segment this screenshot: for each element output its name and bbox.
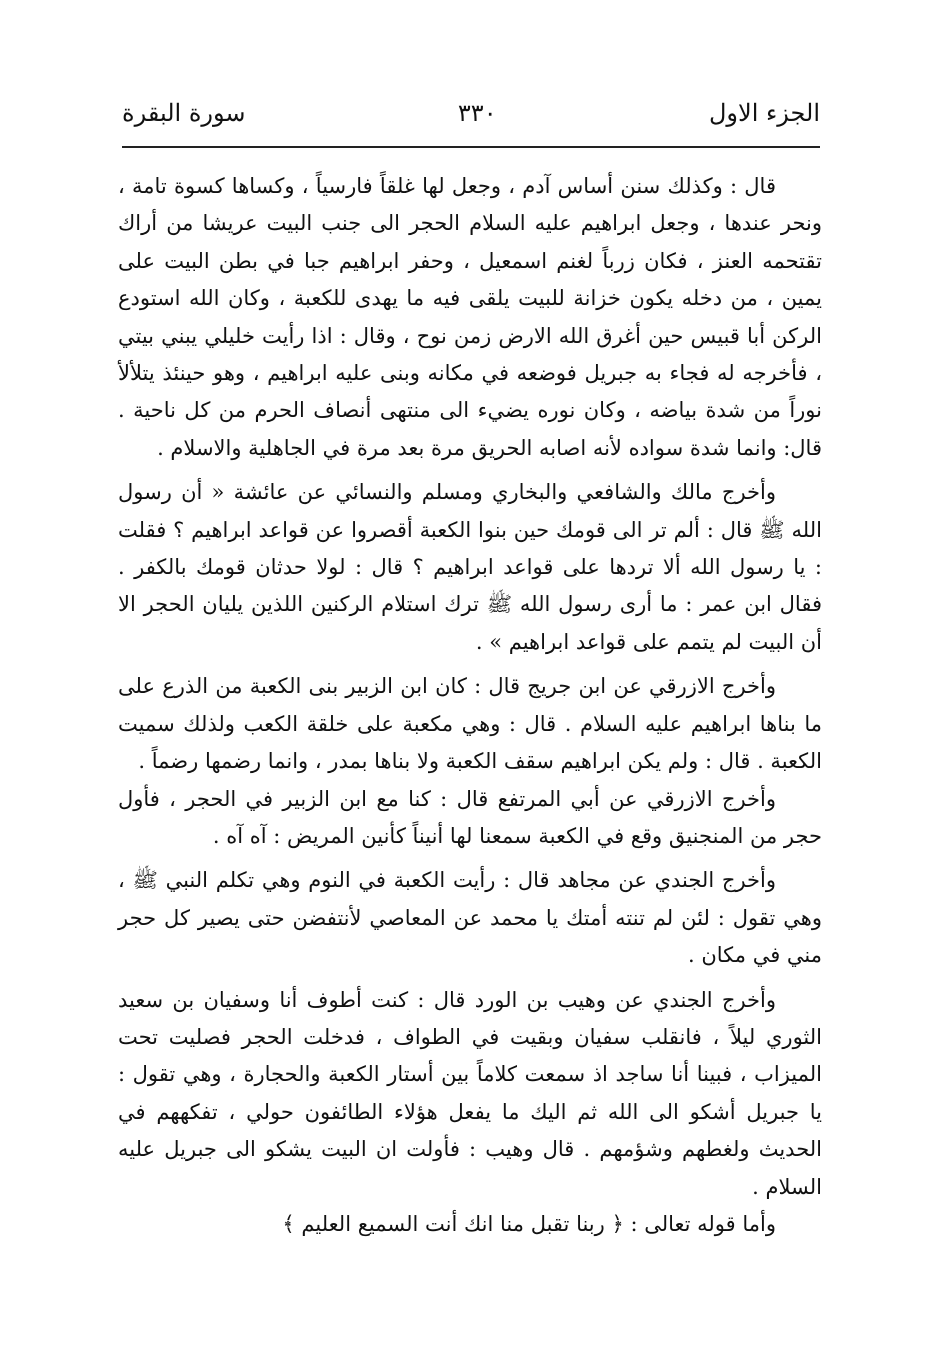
paragraph: وأخرج مالك والشافعي والبخاري ومسلم والنسائي عن عائشة « أن رسول الله ﷺ قال : ألم تر الى قومك حين بنوا الكعبة أقصروا عن قواعد ابراهيم ؟ فقلت : يا رسول الله ألا تردها على قواعد ابراهيم ؟ قال : لولا حدثان قومك بالكفر . فقال ابن عمر : ما أرى رسول الله ﷺ ترك استلام الركنين اللذين يليان الحجر الا أن البيت لم يتمم على قواعد ابراهيم » .: [118, 480, 822, 654]
paragraph: وأما قوله تعالى : ﴿ ربنا تقبل منا انك أنت السميع العليم ﴾: [282, 1211, 776, 1236]
paragraph: قال : وكذلك سنن أساس آدم ، وجعل لها غلقاً فارسياً ، وكساها كسوة تامة ، ونحر عندها ، وجعل ابراهيم عليه السلام الحجر الى جنب البيت عريشا من أراك تقتحمه العنز ، فكان زرباً لغنم اسمعيل ، وحفر ابراهيم جبا في بطن البيت على يمين ، من دخله يكون خزانة للبيت يلقى فيه ما يهدى للكعبة ، وكان الله استودع الركن أبا قبيس حين أغرق الله الارض زمن نوح ، وقال : اذا رأيت خليلي يبني بيتي ، فأخرجه له فجاء به جبريل فوضعه في مكانه وبنى عليه ابراهيم ، وهو حينئذ يتلألأ نوراً من شدة بياضه ، وكان نوره يضيء الى منتهى أنصاف الحرم من كل ناحية . قال: وانما شدة سواده لأنه اصابه الحريق مرة بعد مرة في الجاهلية والاسلام .: [118, 174, 822, 460]
page-number: ٣٣٠: [457, 99, 497, 127]
paragraph: وأخرج الازرقي عن أبي المرتفع قال : كنا مع ابن الزبير في الحجر ، فأول حجر من المنجنيق وقع في الكعبة سمعنا لها أنيناً كأنين المريض : آه آه .: [118, 786, 822, 848]
page-body: [118, 168, 822, 1243]
header-rule: [122, 146, 820, 148]
paragraph: وأخرج الجندي عن مجاهد قال : رأيت الكعبة في النوم وهي تكلم النبي ﷺ ، وهي تقول : لئن لم تنته أمتك يا محمد عن المعاصي لأنتفضن حتى يصير كل حجر مني في مكان .: [118, 868, 822, 968]
page-header: [122, 88, 820, 138]
part-label: الجزء الاول: [708, 99, 820, 127]
surah-label: سورة البقرة: [122, 99, 246, 127]
paragraph: وأخرج الازرقي عن ابن جريج قال : كان ابن الزبير بنى الكعبة من الذرع على ما بناها ابراهيم عليه السلام . قال : وهي مكعبة على خلقة الكعب ولذلك سميت الكعبة . قال : ولم يكن ابراهيم سقف الكعبة ولا بناها بمدر ، وانما رضمها رضماً .: [118, 674, 822, 774]
paragraph: وأخرج الجندي عن وهيب بن الورد قال : كنت أطوف أنا وسفيان بن سعيد الثوري ليلاً ، فانقلب سفيان وبقيت في الطواف ، فدخلت الحجر فصليت تحت الميزاب ، فبينا أنا ساجد اذ سمعت كلاماً بين أستار الكعبة والحجارة ، وهي تقول : يا جبريل أشكو الى الله ثم اليك ما يفعل هؤلاء الطائفون حولي ، تفكههم في الحديث ولغطهم وشؤمهم . قال وهيب : فأولت ان البيت يشكو الى جبريل عليه السلام .: [118, 987, 822, 1199]
